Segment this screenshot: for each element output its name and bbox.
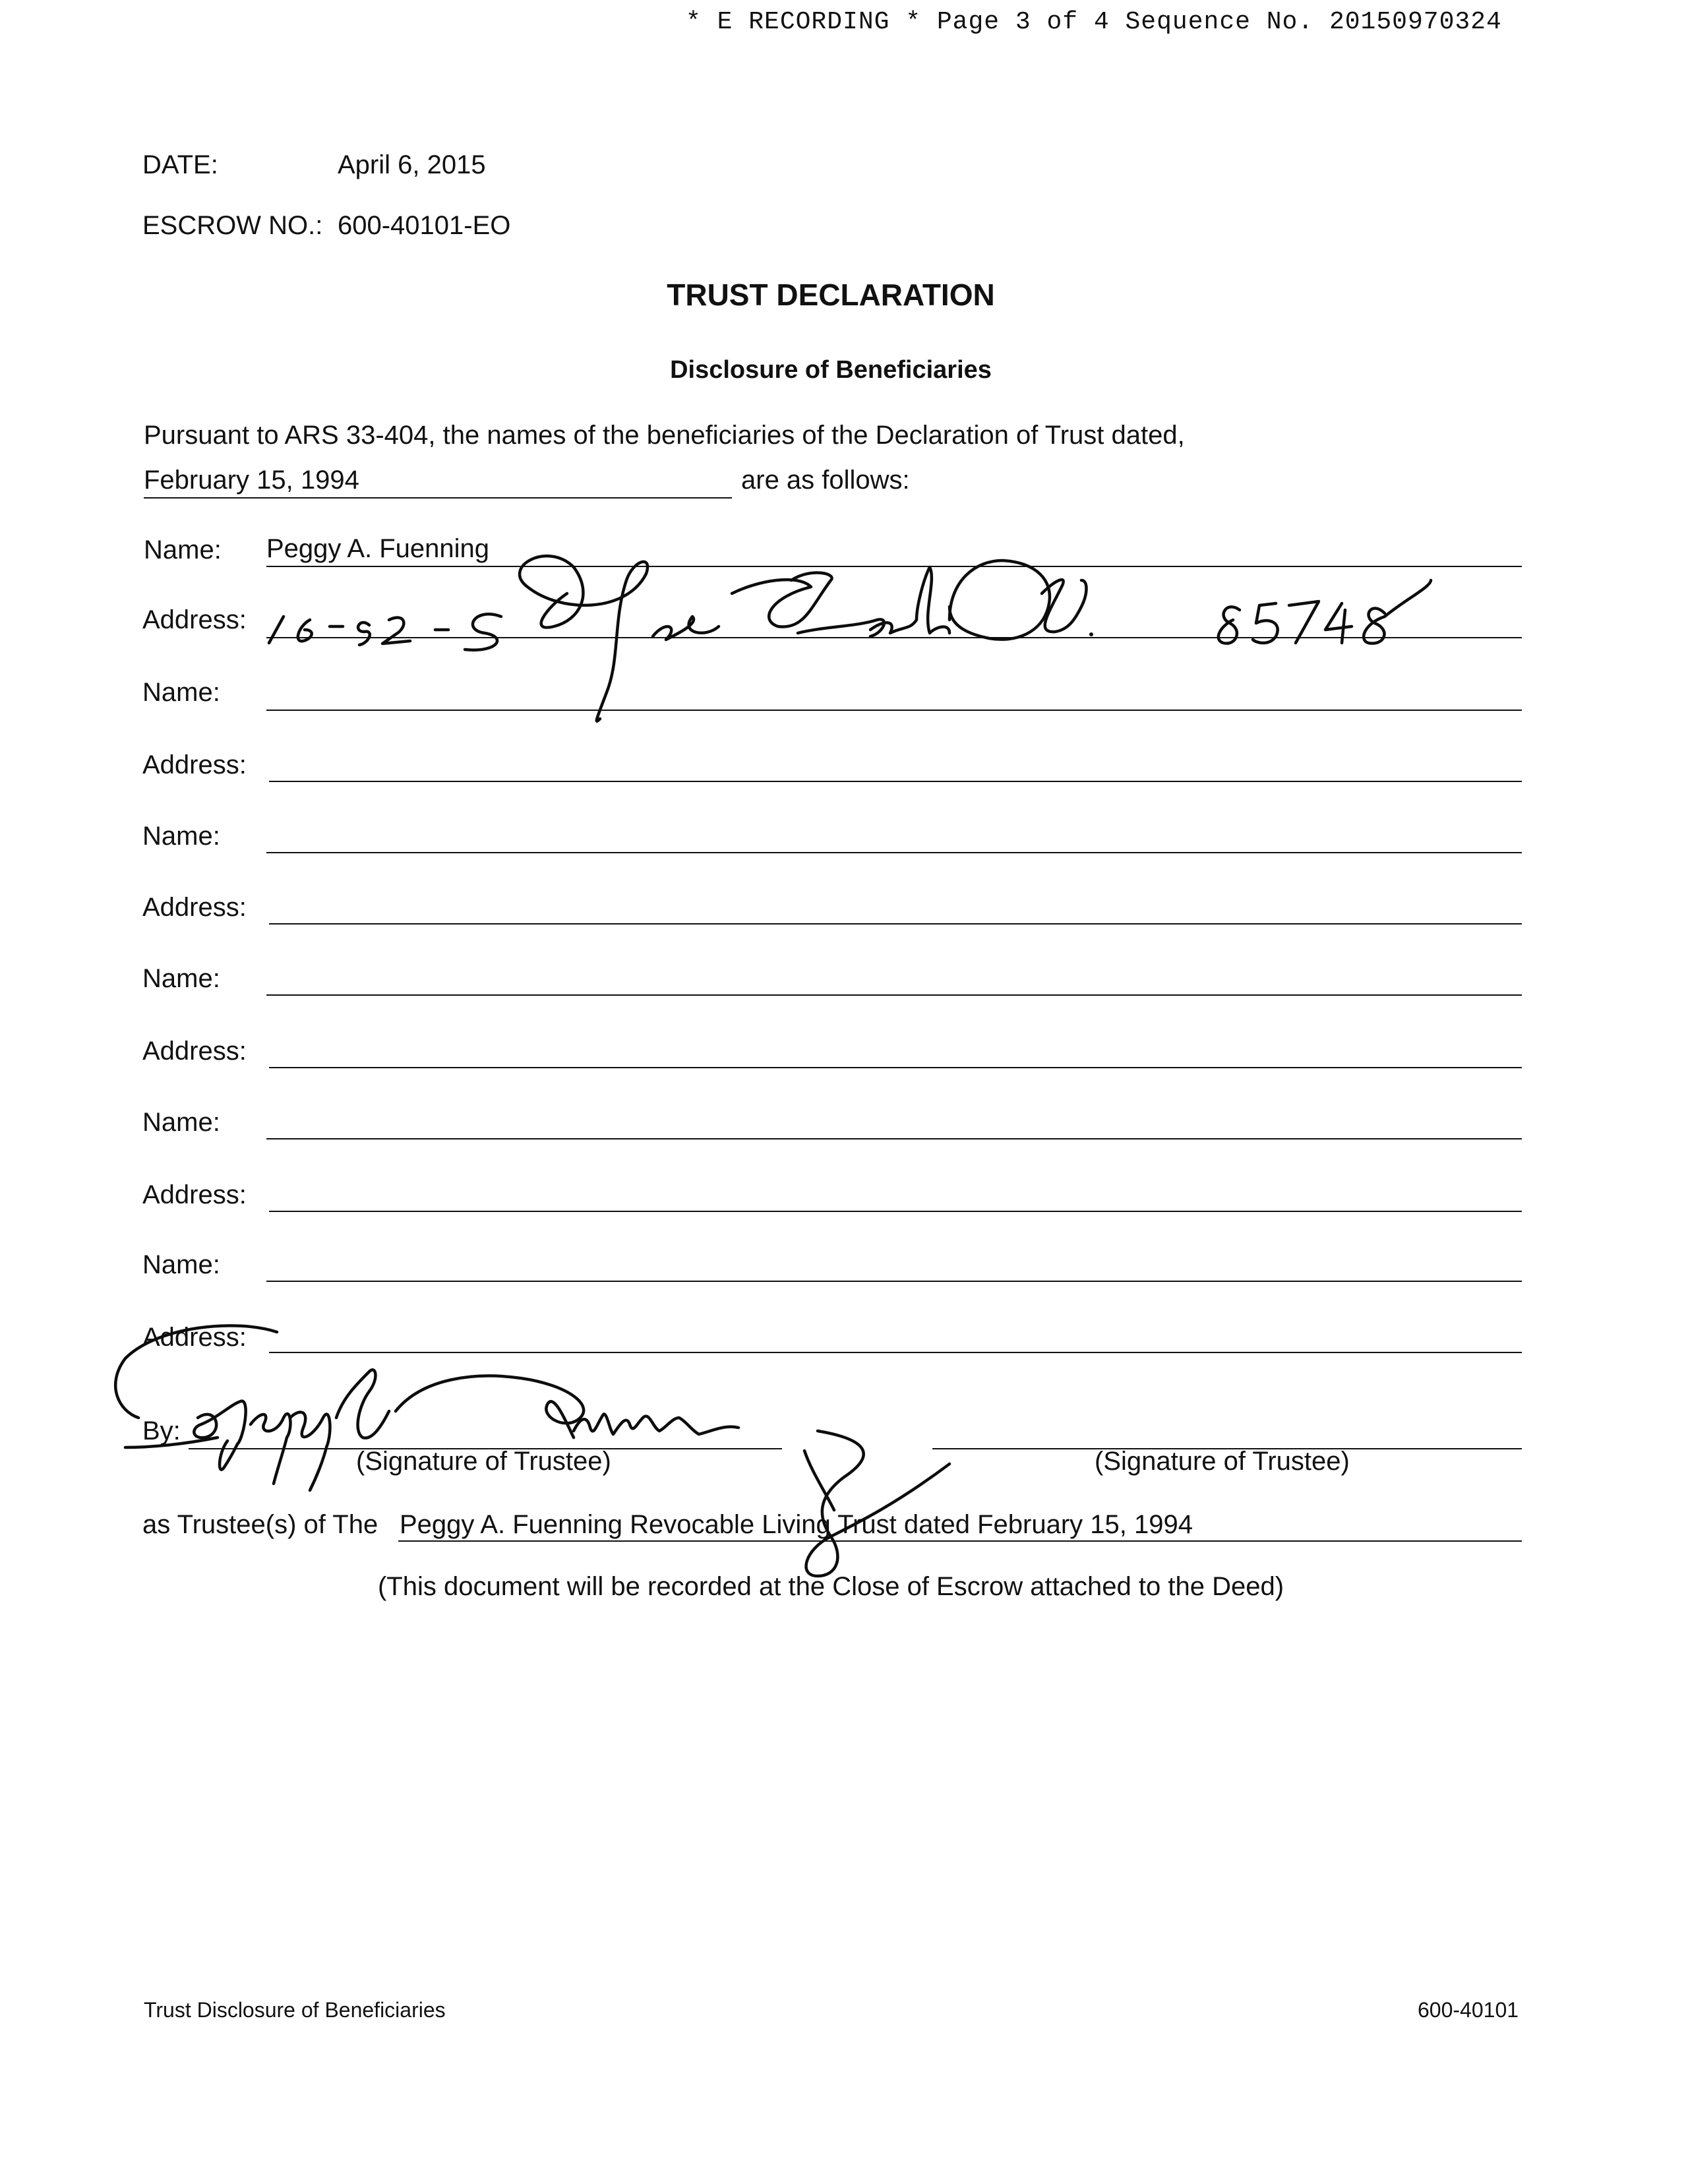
trustee-signature [115, 1325, 950, 1576]
document-title: TRUST DECLARATION [667, 278, 995, 312]
trust-date: February 15, 1994 [144, 466, 359, 495]
escrow-label: ESCROW NO.: [142, 211, 323, 240]
address-label: Address: [142, 1180, 247, 1209]
address-label: Address: [142, 893, 247, 922]
name-value: Peggy A. Fuenning [266, 534, 490, 563]
address-label: Address: [142, 750, 247, 779]
name-label: Name: [142, 678, 220, 707]
name-label: Name: [142, 822, 220, 851]
trustee-prefix: as Trustee(s) of The [142, 1510, 378, 1539]
signature-caption-left: (Signature of Trustee) [356, 1447, 611, 1476]
by-label: By: [142, 1416, 181, 1445]
name-label: Name: [142, 964, 220, 993]
date-value: April 6, 2015 [338, 150, 486, 179]
address-label: Address: [142, 1323, 247, 1352]
trustee-value: Peggy A. Fuenning Revocable Living Trust dated February 15, 1994 [400, 1510, 1193, 1539]
document-subtitle: Disclosure of Beneficiaries [670, 356, 992, 384]
name-label: Name: [144, 535, 222, 564]
escrow-value: 600-40101-EO [338, 211, 511, 240]
date-label: DATE: [142, 150, 218, 179]
address-label: Address: [142, 1037, 247, 1066]
name-label: Name: [142, 1250, 220, 1279]
footer-right: 600-40101 [1418, 1998, 1519, 2022]
address-label: Address: [142, 605, 247, 634]
handwritten-address [269, 556, 1431, 721]
footer-left: Trust Disclosure of Beneficiaries [144, 1998, 446, 2022]
name-label: Name: [142, 1108, 220, 1137]
recording-header: * E RECORDING * Page 3 of 4 Sequence No. 20150970324 [686, 8, 1502, 36]
signature-caption-right: (Signature of Trustee) [1095, 1447, 1350, 1476]
recording-note: (This document will be recorded at the Close of Escrow attached to the Deed) [377, 1572, 1284, 1601]
intro-suffix: are as follows: [741, 466, 910, 495]
intro-line: Pursuant to ARS 33-404, the names of the beneficiaries of the Declaration of Trust dated, [144, 421, 1185, 450]
